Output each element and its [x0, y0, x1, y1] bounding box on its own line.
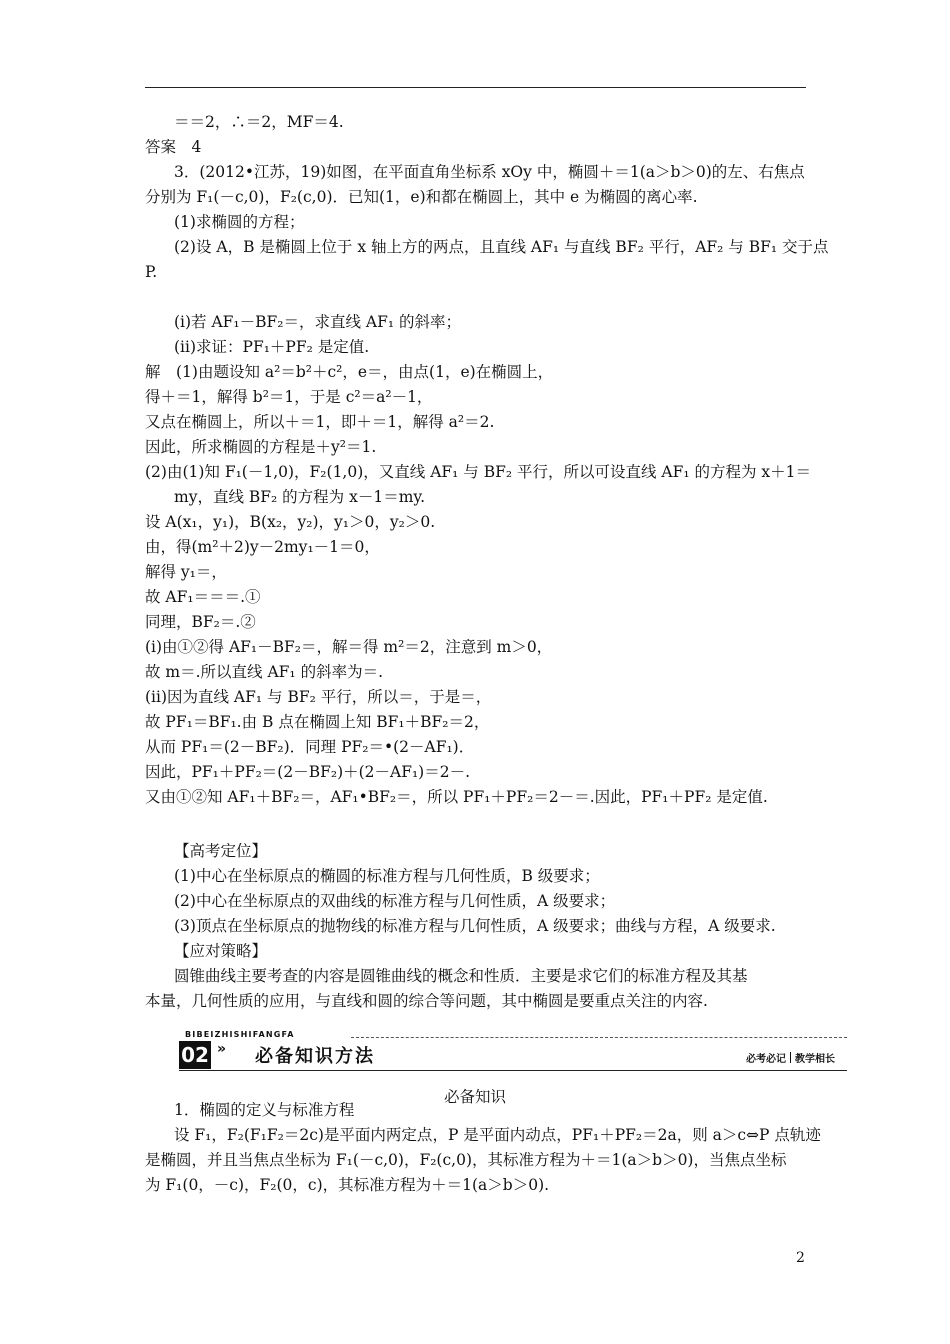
- banner-tagline: [746, 1050, 835, 1065]
- text-line: 故 m＝.所以直线 AF₁ 的斜率为＝.: [145, 663, 383, 681]
- banner-pinyin: BIBEIZHISHIFANGFA: [185, 1030, 295, 1039]
- text-line: 从而 PF₁＝(2－BF₂)．同理 PF₂＝•(2－AF₁)．: [145, 738, 475, 756]
- text-line: (2)由(1)知 F₁(－1,0)，F₂(1,0)，又直线 AF₁ 与 BF₂ 平行，所以可设直线 AF₁ 的方程为 x＋1＝: [145, 463, 812, 481]
- text-line: 为 F₁(0，－c)，F₂(0，c)，其标准方程为＋＝1(a＞b＞0).: [145, 1176, 550, 1194]
- text-line: 3．(2012•江苏，19)如图，在平面直角坐标系 xOy 中，椭圆＋＝1(a＞b＞0)的左、右焦点: [174, 163, 805, 181]
- text-line: my，直线 BF₂ 的方程为 x－1＝my.: [174, 488, 426, 506]
- text-line: 同理，BF₂＝.②: [145, 613, 256, 631]
- text-line: 解得 y₁＝，: [145, 563, 227, 581]
- section-banner: [171, 1030, 847, 1070]
- double-chevron-icon: »: [217, 1041, 227, 1057]
- text-line: (ⅰ)由①②得 AF₁－BF₂＝，解＝得 m²＝2，注意到 m＞0，: [145, 638, 553, 656]
- text-line: 答案 4: [145, 138, 202, 156]
- text-line: 【高考定位】: [174, 842, 268, 860]
- text-line: 1．椭圆的定义与标准方程: [174, 1101, 355, 1119]
- page-number: 2: [796, 1250, 805, 1266]
- text-line: (3)顶点在坐标原点的抛物线的标准方程与几何性质，A 级要求；曲线与方程，A 级要求.: [174, 917, 776, 935]
- text-line: 【应对策略】: [174, 942, 268, 960]
- text-line: 解 (1)由题设知 a²＝b²＋c²，e＝，由点(1，e)在椭圆上，: [145, 363, 554, 381]
- banner-title: 必备知识方法: [255, 1046, 375, 1067]
- text-line: 设 A(x₁，y₁)，B(x₂，y₂)，y₁＞0，y₂＞0.: [145, 513, 436, 531]
- text-line: 圆锥曲线主要考查的内容是圆锥曲线的概念和性质．主要是求它们的标准方程及其基: [174, 967, 748, 985]
- text-line: (2)设 A，B 是椭圆上位于 x 轴上方的两点，且直线 AF₁ 与直线 BF₂ 平行，AF₂ 与 BF₁ 交于点: [174, 238, 829, 256]
- text-line: (ⅱ)求证：PF₁＋PF₂ 是定值.: [174, 338, 370, 356]
- section-heading: 必备知识: [443, 1088, 506, 1106]
- banner-tag-separator: [790, 1052, 791, 1063]
- banner-dashed-rule: [351, 1037, 847, 1038]
- text-line: 本量，几何性质的应用，与直线和圆的综合等问题，其中椭圆是要重点关注的内容.: [145, 992, 708, 1010]
- text-line: 分别为 F₁(－c,0)，F₂(c,0)．已知(1，e)和都在椭圆上，其中 e 为椭圆的离心率.: [145, 188, 698, 206]
- text-line: 是椭圆，并且当焦点坐标为 F₁(－c,0)，F₂(c,0)，其标准方程为＋＝1(a＞b＞0)，当焦点坐标: [145, 1151, 787, 1169]
- text-line: (ⅱ)因为直线 AF₁ 与 BF₂ 平行，所以＝，于是＝，: [145, 688, 492, 706]
- text-line: 故 AF₁＝＝＝.①: [145, 588, 261, 606]
- text-line: 因此，PF₁＋PF₂＝(2－BF₂)＋(2－AF₁)＝2－.: [145, 763, 471, 781]
- text-line: 又由①②知 AF₁＋BF₂＝，AF₁•BF₂＝，所以 PF₁＋PF₂＝2－＝.因此，PF₁＋PF₂ 是定值.: [145, 788, 768, 806]
- text-line: ＝＝2，∴＝2，MF＝4.: [174, 113, 344, 131]
- header-rule: [145, 87, 806, 88]
- banner-bottom-rule: [179, 1070, 847, 1071]
- banner-tag-right: 教学相长: [795, 1054, 835, 1065]
- text-line: 得＋＝1，解得 b²＝1，于是 c²＝a²－1，: [145, 388, 433, 406]
- text-line: 由，得(m²＋2)y－2my₁－1＝0，: [145, 538, 380, 556]
- text-line: 因此，所求椭圆的方程是＋y²＝1.: [145, 438, 377, 456]
- banner-section-number: 02: [179, 1041, 211, 1069]
- text-line: 设 F₁，F₂(F₁F₂＝2c)是平面内两定点，P 是平面内动点，PF₁＋PF₂＝2a，则 a＞c⇔P 点轨迹: [174, 1126, 821, 1144]
- text-line: (ⅰ)若 AF₁－BF₂＝，求直线 AF₁ 的斜率；: [174, 313, 462, 331]
- banner-tag-left: 必考必记: [746, 1054, 786, 1065]
- text-line: (2)中心在坐标原点的双曲线的标准方程与几何性质，A 级要求；: [174, 892, 616, 910]
- text-line: (1)中心在坐标原点的椭圆的标准方程与几何性质，B 级要求；: [174, 867, 600, 885]
- text-line: 故 PF₁＝BF₁.由 B 点在椭圆上知 BF₁＋BF₂＝2，: [145, 713, 490, 731]
- text-line: (1)求椭圆的方程；: [174, 213, 305, 231]
- text-line: 又点在椭圆上，所以＋＝1，即＋＝1，解得 a²＝2.: [145, 413, 495, 431]
- text-line: P.: [145, 263, 158, 281]
